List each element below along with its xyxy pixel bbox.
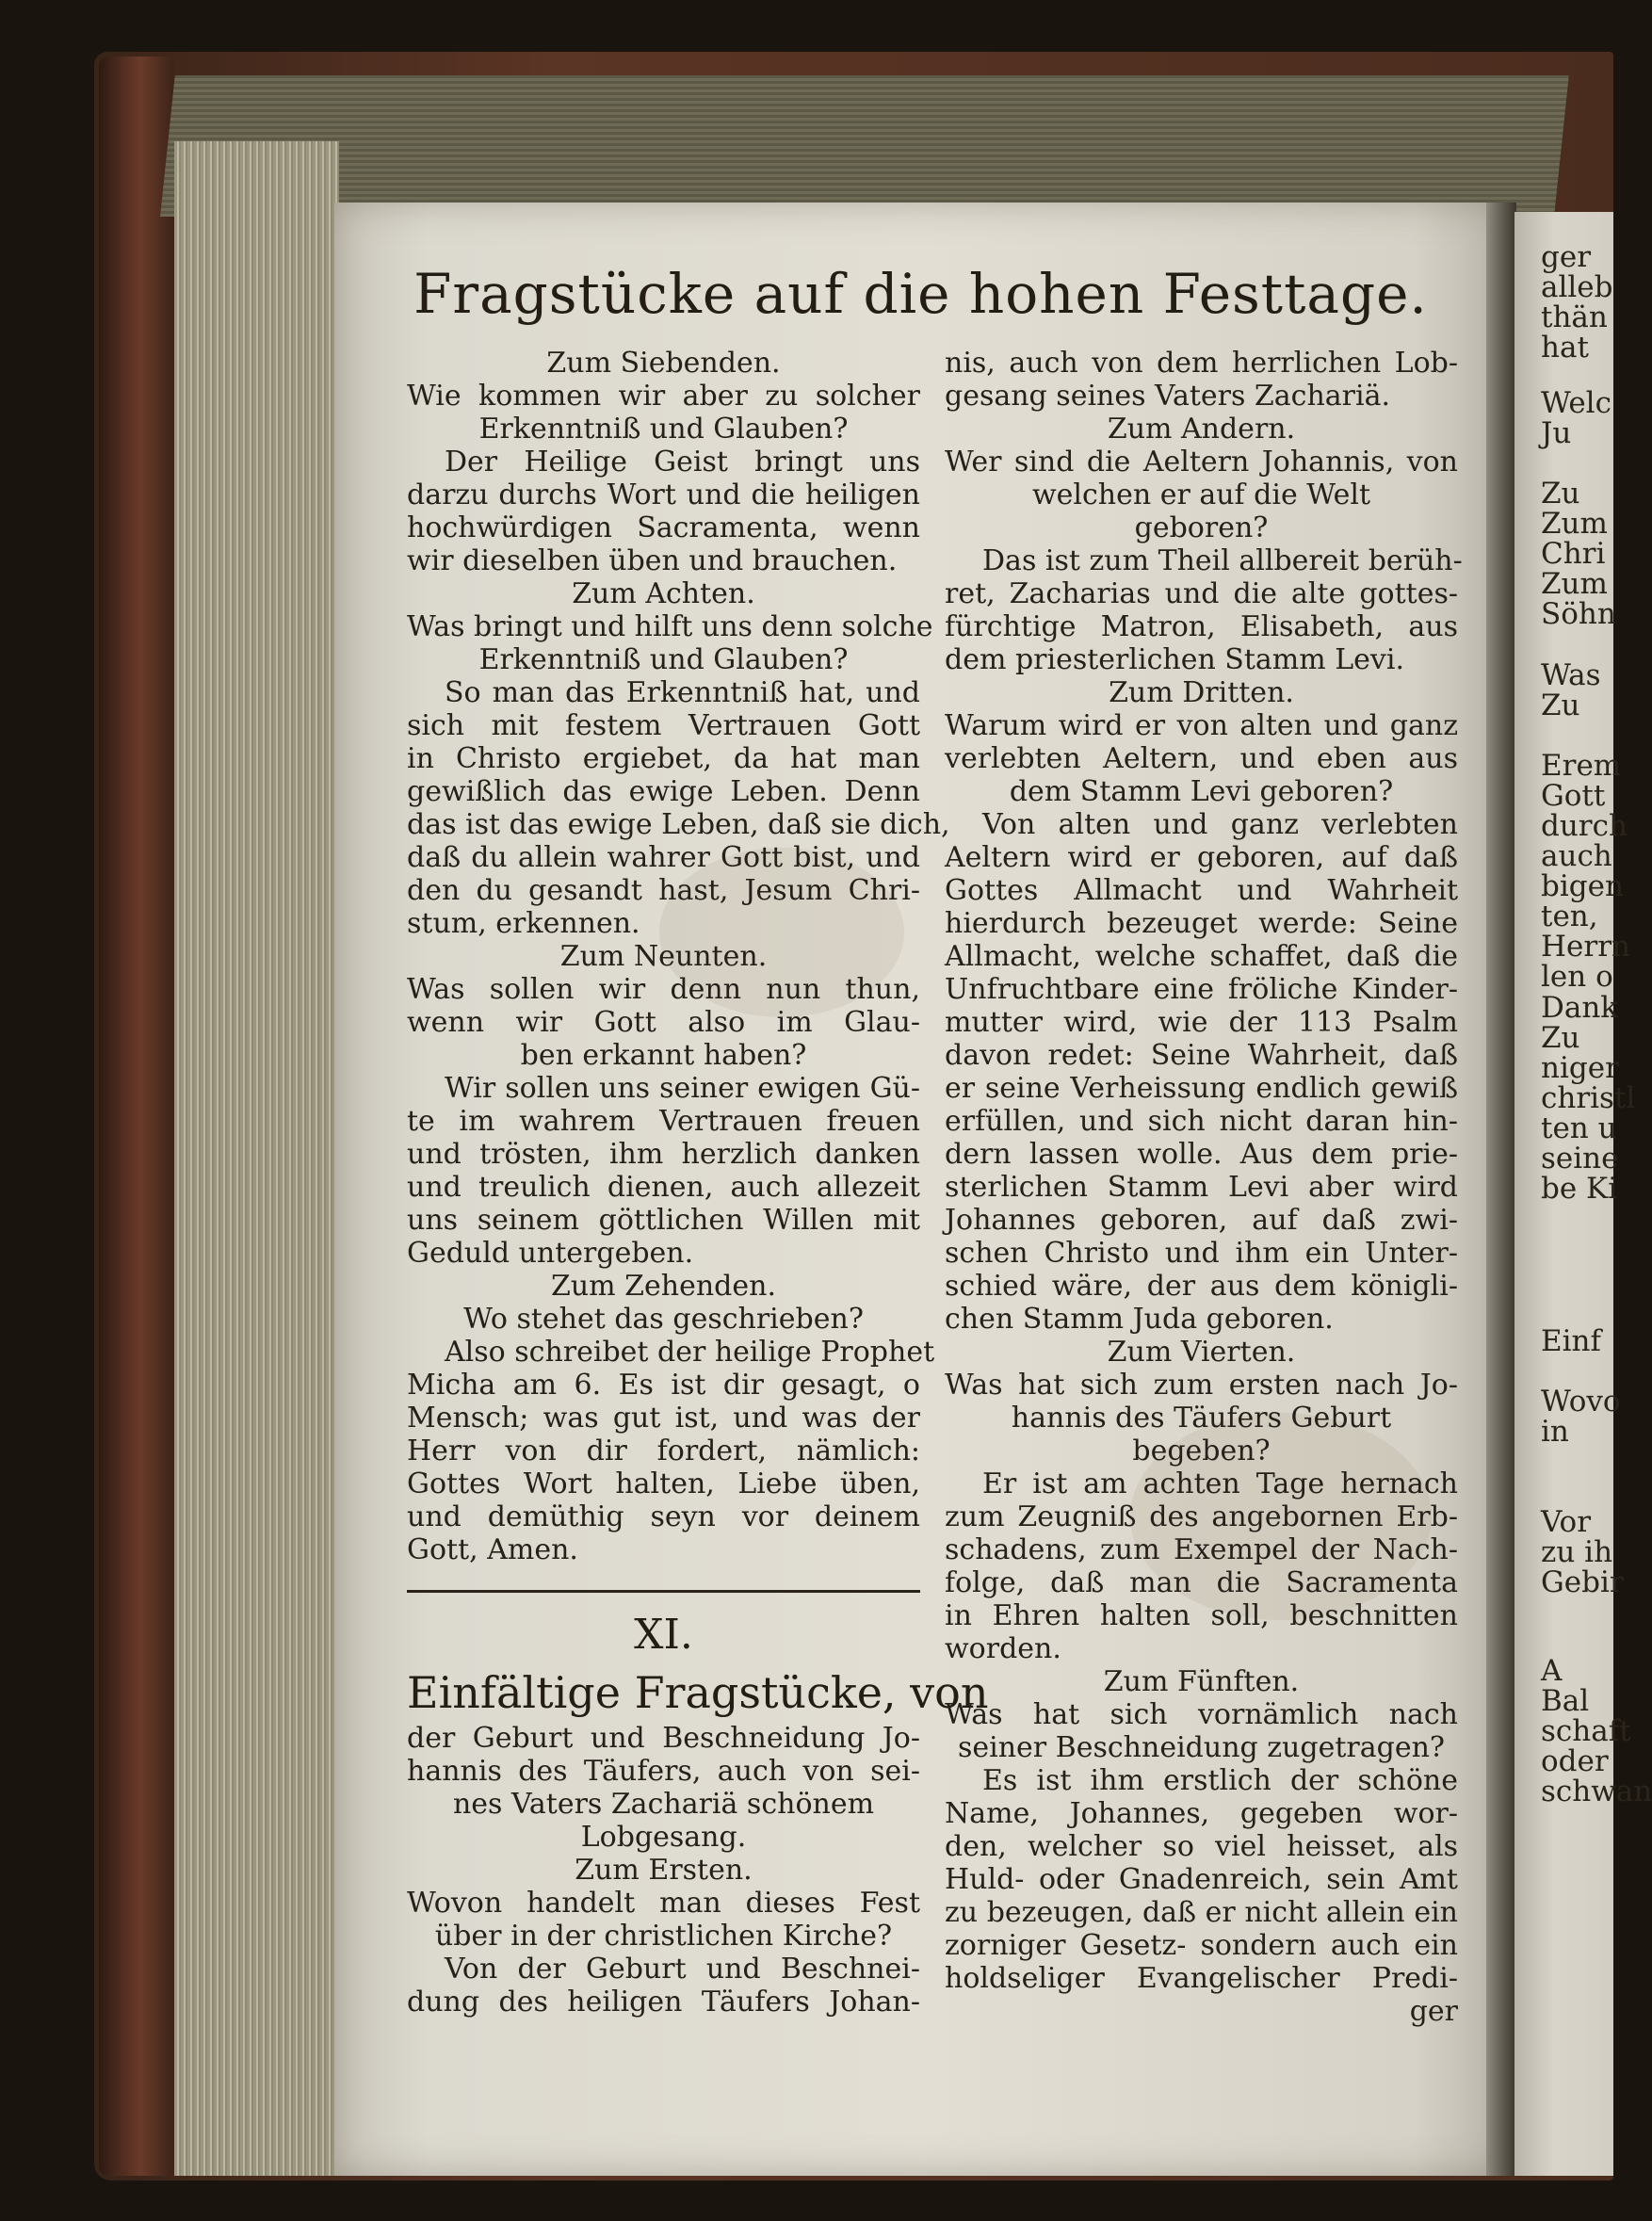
text-line: Es ist ihm erstlich der schöne: [982, 1764, 1458, 1797]
text-line: Von der Geburt und Beschnei-: [445, 1953, 920, 1986]
adjacent-page-text: Dank: [1541, 991, 1619, 1025]
text-line: Erkenntniß und Glauben?: [478, 643, 849, 676]
text-line: welchen er auf die Welt: [1031, 478, 1371, 511]
adjacent-page-text: bigen: [1541, 869, 1624, 903]
adjacent-page-text: len o: [1541, 960, 1613, 994]
text-line: So man das Erkenntniß hat, und: [445, 676, 920, 709]
adjacent-page-text: ger: [1541, 240, 1592, 274]
text-line: Gott, Amen.: [407, 1533, 578, 1566]
text-line: über in der christlichen Kirche?: [434, 1920, 893, 1953]
text-line: Was sollen wir denn nun thun,: [407, 973, 920, 1006]
section-heading: Zum Fünften.: [1103, 1665, 1300, 1698]
text-line: Von alten und ganz verlebten: [982, 808, 1458, 841]
adjacent-page-text: Söhn: [1541, 597, 1616, 631]
adjacent-page-text: in: [1541, 1415, 1569, 1449]
adjacent-page-text: Ju: [1541, 416, 1572, 450]
text-line: Herr von dir fordert, nämlich:: [407, 1435, 920, 1467]
text-line: wir dieselben üben und brauchen.: [407, 544, 898, 577]
adjacent-page-text: Zu: [1541, 477, 1580, 511]
adjacent-page-text: auch: [1541, 839, 1612, 873]
text-line: mutter wird, wie der 113 Psalm: [945, 1006, 1458, 1039]
text-line: Was hat sich vornämlich nach: [945, 1698, 1458, 1731]
text-line: zum Zeugniß des angebornen Erb-: [945, 1500, 1458, 1533]
text-line: in Christo ergiebet, da hat man: [407, 742, 920, 775]
text-line: Warum wird er von alten und ganz: [945, 709, 1458, 742]
text-line: gewißlich das ewige Leben. Denn: [407, 775, 920, 808]
adjacent-page-text: Wovo: [1541, 1385, 1621, 1419]
adjacent-page-text: be Ki: [1541, 1172, 1618, 1206]
section-heading: Zum Neunten.: [559, 940, 768, 973]
text-line: Das ist zum Theil allbereit berüh-: [982, 544, 1463, 577]
adjacent-page-text: Vor: [1541, 1505, 1592, 1539]
adjacent-page-text: niger: [1541, 1051, 1619, 1085]
text-line: Johannes geboren, auf daß zwi-: [945, 1204, 1458, 1237]
text-line: zorniger Gesetz- sondern auch ein: [945, 1929, 1458, 1962]
text-line: hannis des Täufers Geburt: [1011, 1402, 1392, 1435]
text-line: Erkenntniß und Glauben?: [478, 413, 849, 446]
section-heading: Zum Achten.: [572, 577, 755, 610]
text-line: Er ist am achten Tage hernach: [982, 1467, 1458, 1500]
adjacent-page-text: Zu: [1541, 1021, 1580, 1055]
section-heading: Zum Vierten.: [1107, 1336, 1296, 1369]
adjacent-page-text: Chri: [1541, 537, 1606, 571]
text-line: ret, Zacharias und die alte gottes-: [945, 577, 1458, 610]
text-line: ger: [1409, 1995, 1458, 2028]
right-page-fragment: [1514, 212, 1652, 2176]
adjacent-page-text: seine: [1541, 1142, 1619, 1175]
text-line: sich mit festem Vertrauen Gott: [407, 709, 920, 742]
text-line: erfüllen, und sich nicht daran hin-: [945, 1105, 1458, 1138]
text-line: nis, auch von dem herrlichen Lob-: [945, 347, 1458, 380]
section-divider: [407, 1590, 920, 1593]
page-block-side-edge: [174, 141, 339, 2176]
section-heading: Zum Siebenden.: [546, 347, 781, 380]
text-line: und trösten, ihm herzlich danken: [407, 1138, 920, 1171]
adjacent-page-text: Was: [1541, 658, 1601, 692]
text-line: und demüthig seyn vor deinem: [407, 1500, 920, 1533]
text-line: davon redet: Seine Wahrheit, daß: [945, 1039, 1458, 1072]
adjacent-page-text: thän: [1541, 300, 1608, 334]
text-line: Wo stehet das geschrieben?: [463, 1303, 864, 1336]
text-line: fürchtige Matron, Elisabeth, aus: [945, 610, 1458, 643]
text-line: den du gesandt hast, Jesum Chri-: [407, 874, 920, 907]
text-line: schied wäre, der aus dem königli-: [945, 1270, 1458, 1303]
adjacent-page-text: christl: [1541, 1081, 1636, 1115]
running-head: Fragstücke auf die hohen Festtage.: [413, 262, 1428, 326]
adjacent-page-text: Bal: [1541, 1684, 1590, 1718]
text-line: worden.: [945, 1632, 1061, 1665]
adjacent-page-text: Herrn: [1541, 930, 1630, 964]
text-line: Huld- oder Gnadenreich, sein Amt: [945, 1863, 1458, 1896]
text-line: chen Stamm Juda geboren.: [945, 1303, 1334, 1336]
text-line: Aeltern wird er geboren, auf daß: [945, 841, 1458, 874]
adjacent-page-text: oder: [1541, 1744, 1609, 1778]
text-line: in Ehren halten soll, beschnitten: [945, 1599, 1458, 1632]
book-gutter: [1486, 203, 1516, 2176]
text-line: gesang seines Vaters Zachariä.: [945, 380, 1391, 413]
adjacent-page-text: Einf: [1541, 1324, 1601, 1358]
section-heading: Zum Dritten.: [1109, 676, 1294, 709]
adjacent-page-text: schwan: [1541, 1775, 1652, 1808]
section-heading: Zum Ersten.: [575, 1854, 753, 1887]
text-line: hierdurch bezeuget werde: Seine: [945, 907, 1458, 940]
text-line: dem Stamm Levi geboren?: [1009, 775, 1394, 808]
text-line: hannis des Täufers, auch von sei-: [407, 1755, 920, 1788]
text-line: te im wahrem Vertrauen freuen: [407, 1105, 920, 1138]
adjacent-page-text: Gott: [1541, 779, 1606, 813]
adjacent-page-text: Erem: [1541, 749, 1622, 783]
text-line: folge, daß man die Sacramenta: [945, 1566, 1458, 1599]
book-spine: [99, 57, 174, 2176]
adjacent-page-text: durch: [1541, 809, 1628, 843]
text-line: Wir sollen uns seiner ewigen Gü-: [445, 1072, 920, 1105]
text-line: Was hat sich zum ersten nach Jo-: [945, 1369, 1458, 1402]
page-block-top-edge: [160, 75, 1569, 217]
text-line: den, welcher so viel heisset, als: [945, 1830, 1458, 1863]
text-line: schadens, zum Exempel der Nach-: [945, 1533, 1458, 1566]
text-line: Mensch; was gut ist, und was der: [407, 1402, 920, 1435]
text-line: Wovon handelt man dieses Fest: [407, 1887, 920, 1920]
adjacent-page-text: Gebir: [1541, 1565, 1624, 1599]
right-text-column: [945, 347, 1463, 2028]
adjacent-page-text: hat: [1541, 331, 1589, 365]
text-line: Gottes Allmacht und Wahrheit: [945, 874, 1458, 907]
text-line: verlebten Aeltern, und eben aus: [945, 742, 1458, 775]
adjacent-page-text: A: [1541, 1654, 1563, 1688]
adjacent-page-text: Zum: [1541, 507, 1608, 541]
text-line: Der Heilige Geist bringt uns: [445, 446, 920, 478]
text-line: daß du allein wahrer Gott bist, und: [407, 841, 920, 874]
text-line: sterlichen Stamm Levi aber wird: [945, 1171, 1458, 1204]
section-heading: Lobgesang.: [580, 1821, 747, 1854]
text-line: nes Vaters Zachariä schönem: [452, 1788, 875, 1821]
adjacent-page-text: ten,: [1541, 900, 1598, 933]
text-line: seiner Beschneidung zugetragen?: [957, 1731, 1445, 1764]
section-heading: Zum Andern.: [1107, 413, 1296, 446]
text-line: schen Christo und ihm ein Unter-: [945, 1237, 1458, 1270]
text-line: wenn wir Gott also im Glau-: [407, 1006, 920, 1039]
section-heading: geboren?: [1134, 511, 1269, 544]
adjacent-page-text: Zum: [1541, 567, 1608, 601]
text-line: Unfruchtbare eine fröliche Kinder-: [945, 973, 1458, 1006]
left-text-column: [407, 347, 950, 1566]
text-line: zu bezeugen, daß er nicht allein ein: [945, 1896, 1458, 1929]
adjacent-page-text: zu ih: [1541, 1535, 1613, 1569]
adjacent-page-text: Zu: [1541, 689, 1580, 722]
text-line: Allmacht, welche schaffet, daß die: [945, 940, 1458, 973]
text-line: holdseliger Evangelischer Predi-: [945, 1962, 1458, 1995]
text-line: dung des heiligen Täufers Johan-: [407, 1986, 920, 2018]
text-line: hochwürdigen Sacramenta, wenn: [407, 511, 920, 544]
adjacent-page-text: Welc: [1541, 386, 1612, 420]
section-title: Einfältige Fragstücke, von: [407, 1667, 989, 1718]
text-line: stum, erkennen.: [407, 907, 640, 940]
text-line: und treulich dienen, auch allezeit: [407, 1171, 920, 1204]
text-line: Name, Johannes, gegeben wor-: [945, 1797, 1458, 1830]
text-line: ben erkannt haben?: [520, 1039, 807, 1072]
text-line: Wie kommen wir aber zu solcher: [407, 380, 920, 413]
text-line: das ist das ewige Leben, daß sie dich,: [407, 808, 950, 841]
left-text-column-continued: [407, 1722, 920, 2018]
text-line: uns seinem göttlichen Willen mit: [407, 1204, 920, 1237]
text-line: darzu durchs Wort und die heiligen: [407, 478, 920, 511]
text-line: dem priesterlichen Stamm Levi.: [945, 643, 1404, 676]
text-line: Was bringt und hilft uns denn solche: [407, 610, 933, 643]
adjacent-page-text: ten u: [1541, 1111, 1617, 1145]
text-line: Gottes Wort halten, Liebe üben,: [407, 1467, 920, 1500]
text-line: Wer sind die Aeltern Johannis, von: [945, 446, 1458, 478]
text-line: Also schreibet der heilige Prophet: [445, 1336, 935, 1369]
text-line: Micha am 6. Es ist dir gesagt, o: [407, 1369, 920, 1402]
text-line: er seine Verheissung endlich gewiß: [945, 1072, 1458, 1105]
section-heading: begeben?: [1132, 1435, 1271, 1467]
text-line: der Geburt und Beschneidung Jo-: [407, 1722, 920, 1755]
adjacent-page-text: alleb: [1541, 270, 1613, 304]
section-heading: Zum Zehenden.: [551, 1270, 776, 1303]
adjacent-page-text: schaft: [1541, 1714, 1631, 1748]
section-number: XI.: [634, 1611, 693, 1659]
text-line: Geduld untergeben.: [407, 1237, 694, 1270]
text-line: dern lassen wolle. Aus dem prie-: [945, 1138, 1458, 1171]
